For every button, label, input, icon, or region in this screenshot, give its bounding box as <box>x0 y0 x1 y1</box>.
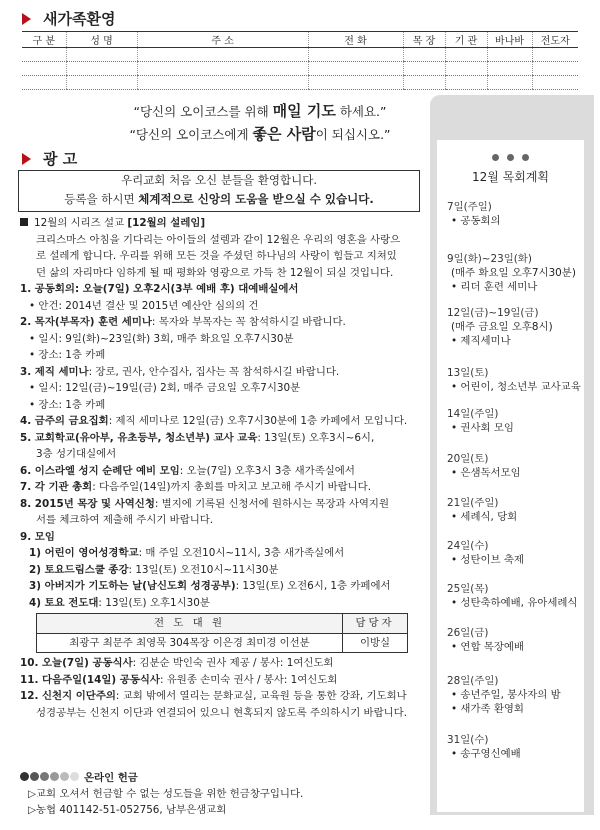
team-members: 최광구 최문주 최영묵 304목장 이은경 최미경 이선분 <box>37 633 343 653</box>
schedule-event <box>447 539 524 567</box>
notice-text: 성경공부는 신천지 이단과 연결되어 있으니 현혹되지 않도록 주의하시기 바랍니다. <box>36 706 407 719</box>
schedule-event-item: (매주 화요일 오후7시30분) <box>451 267 576 279</box>
online-offering-account: ▷농협 401142-51-052756, 남부은샘교회 <box>28 804 227 816</box>
notice-text: : 매 주일 오전10시~11시, 3층 새가족실에서 <box>138 547 345 559</box>
notice-text: : 13일(토) 오전6시, 1층 카페에서 <box>235 580 391 592</box>
schedule-event <box>447 582 577 610</box>
schedule-list <box>437 200 584 800</box>
ads-section-title <box>22 148 77 169</box>
schedule-event-item: • 새가족 환영회 <box>451 703 524 715</box>
square-bullet-icon <box>20 218 28 226</box>
quote-1: “당신의 오이코스를 위해 매일 기도 하세요.” <box>133 102 387 120</box>
notice-line <box>20 347 430 364</box>
col-address: 주 소 <box>137 32 308 48</box>
schedule-event-item: • 은샘독서모임 <box>451 467 521 479</box>
visitors-title: 새가족환영 <box>43 10 116 28</box>
notice-list-2 <box>20 655 430 721</box>
notice-line <box>20 595 430 612</box>
notice-line <box>20 562 430 579</box>
schedule-event-item: • 성탄이브 축제 <box>451 554 524 566</box>
notice-line <box>20 331 430 348</box>
schedule-event <box>447 407 514 435</box>
col-cell-group: 목 장 <box>403 32 445 48</box>
notice-line <box>20 463 430 480</box>
notice-heading: 2. 목자(부목자) 훈련 세미나 <box>20 316 152 328</box>
schedule-event-date: 31일(수) <box>447 734 489 746</box>
evangelism-team-table <box>36 613 408 653</box>
notice-line <box>20 496 430 513</box>
col-name: 성 명 <box>66 32 137 48</box>
quote-1-emphasis: 매일 기도 <box>272 102 336 120</box>
online-offering-title: 온라인 헌금 <box>84 772 138 784</box>
notice-line <box>20 688 430 705</box>
table-row <box>22 48 578 62</box>
schedule-event-date: 7일(주일) <box>447 201 492 213</box>
schedule-event-item: • 송년주일, 봉사자의 밤 <box>451 689 561 701</box>
notice-text: 3층 성기대실에서 <box>36 448 117 460</box>
schedule-event-item: • 세례식, 당회 <box>451 511 518 523</box>
schedule-event-date: 12일(금)~19일(금) <box>447 307 539 319</box>
notice-heading: 4) 토요 전도대 <box>29 596 99 609</box>
schedule-event <box>447 252 576 294</box>
schedule-event-item: • 공동회의 <box>451 215 501 227</box>
notice-text: : 제직 세미나로 12일(금) 오후7시30분에 1층 카페에서 모입니다. <box>108 415 408 427</box>
notice-text: : 13일(토) 오후1시30분 <box>98 596 210 609</box>
notice-heading: 1) 어린이 영어성경학교 <box>29 547 139 559</box>
notice-line <box>20 545 430 562</box>
schedule-event-date: 9일(화)~23일(화) <box>447 253 532 265</box>
notice-text: : 오늘(7일) 오후3시 3층 새가족실에서 <box>179 464 355 477</box>
notice-heading: 4. 금주의 금요집회 <box>20 415 109 427</box>
notice-text: • 안건: 2014년 결산 및 2015년 예산안 심의의 건 <box>29 299 259 312</box>
schedule-event <box>447 626 524 654</box>
notice-heading: 7. 각 기관 총회 <box>20 481 93 493</box>
notice-heading: 8. 2015년 목장 및 사역신청 <box>20 497 155 510</box>
schedule-event <box>447 306 553 348</box>
notice-text: : 다음주일(14일)까지 총회를 마치고 보고해 주시기 바랍니다. <box>92 481 372 493</box>
dots-icon <box>20 770 80 786</box>
notice-line <box>20 380 430 397</box>
schedule-event-item: • 연합 목장예배 <box>451 641 524 653</box>
welcome-line-2: 등록을 하시면 체계적으로 신앙의 도움을 받으실 수 있습니다. <box>64 192 374 206</box>
notice-line <box>20 446 430 463</box>
table-row <box>22 76 578 90</box>
col-barnabas: 바나바 <box>487 32 532 48</box>
table-row <box>22 62 578 76</box>
series-paragraph-line: 로 설레게 합니다. 우리를 위해 모든 것을 주셨던 하나님의 사랑이 힘들고 지쳐있 <box>36 250 397 262</box>
schedule-event-item: • 리더 훈련 세미나 <box>451 281 538 293</box>
team-manager-header: 담당자 <box>343 614 408 634</box>
col-evangelist: 전도자 <box>532 32 578 48</box>
notice-text: 서를 체크하여 제출해 주시기 바랍니다. <box>36 514 214 526</box>
triangle-bullet-icon <box>22 13 31 25</box>
visitors-section-title <box>22 8 115 29</box>
notice-line <box>20 655 430 672</box>
notice-line <box>20 430 430 447</box>
schedule-event <box>447 366 581 394</box>
notice-text: : 13일(토) 오전10시~11시30분 <box>128 563 279 576</box>
schedule-event-item: • 송구영신예배 <box>451 748 521 760</box>
schedule-event-date: 24일(수) <box>447 540 489 552</box>
notice-line <box>20 672 430 689</box>
notice-line <box>20 397 430 414</box>
schedule-event-item: • 권사회 모임 <box>451 422 514 434</box>
online-offering-line-1: ▷교회 오셔서 헌금할 수 없는 성도들을 위한 헌금창구입니다. <box>28 788 304 800</box>
notice-text: • 장소: 1층 카페 <box>29 349 106 361</box>
schedule-event-date: 14일(주일) <box>447 408 499 420</box>
notice-text: : 교회 밖에서 열리는 문화교실, 교육원 등을 통한 강좌, 기도회나 <box>115 690 407 702</box>
notice-text: : 김분순 박인숙 권사 제공 / 봉사: 1여신도회 <box>132 657 334 669</box>
schedule-event <box>447 674 561 716</box>
notice-heading: 10. 오늘(7일) 공동식사 <box>20 657 133 669</box>
schedule-event-date: 21일(주일) <box>447 497 499 509</box>
notice-line <box>20 298 430 315</box>
notice-line <box>20 314 430 331</box>
welcome-line-1: 우리교회 처음 오신 분들을 환영합니다. <box>120 173 318 187</box>
triangle-bullet-icon <box>22 153 31 165</box>
announcements <box>20 215 430 721</box>
quote-2: “당신의 오이코스에게 좋은 사람이 되십시오.” <box>129 125 391 143</box>
schedule-event-date: 20일(토) <box>447 453 489 465</box>
notice-line <box>20 705 430 722</box>
schedule-event <box>447 452 521 480</box>
notice-heading: 5. 교회학교(유아부, 유초등부, 청소년부) 교사 교육 <box>20 431 258 444</box>
notice-line <box>20 512 430 529</box>
schedule-event-item: (매주 금요일 오후8시) <box>451 321 553 333</box>
notice-line <box>20 364 430 381</box>
series-paragraph-line: 크리스마스 아침을 기다리는 아이들의 설렘과 같이 12월은 우리의 영혼을 사랑으 <box>36 233 401 246</box>
notice-text: • 장소: 1층 카페 <box>29 398 106 411</box>
notice-heading: 2) 토요드림스쿨 종강 <box>29 563 129 576</box>
schedule-title: 12월 목회계획 <box>471 170 550 184</box>
notice-heading: 3) 아버지가 기도하는 날(남신도회 성경공부) <box>29 580 236 592</box>
visitors-header-row <box>22 32 578 48</box>
schedule-event-date: 26일(금) <box>447 627 489 639</box>
notice-line <box>20 413 430 430</box>
schedule-event-date: 28일(주일) <box>447 675 499 687</box>
notice-text: : 목자와 부목자는 꼭 참석하시길 바랍니다. <box>151 316 346 328</box>
notice-text: • 일시: 9일(화)~23일(화) 3회, 매주 화요일 오후7시30분 <box>29 332 294 345</box>
notice-heading: 3. 제직 세미나 <box>20 365 89 378</box>
three-dots-icon <box>437 154 584 161</box>
notice-text: • 일시: 12일(금)~19일(금) 2회, 매주 금요일 오후7시30분 <box>29 382 301 394</box>
schedule-event <box>447 200 501 228</box>
team-members-header: 전 도 대 원 <box>37 614 343 634</box>
col-department: 기 관 <box>445 32 487 48</box>
schedule-event-date: 25일(목) <box>447 583 489 595</box>
quote-2-emphasis: 좋은 사람 <box>252 125 316 143</box>
notice-line <box>20 281 430 298</box>
notice-heading: 1. 공동회의: 오늘(7일) 오후2시(3부 예배 후) 대예배실에서 <box>20 283 299 295</box>
col-category: 구 분 <box>22 32 66 48</box>
welcome-box <box>18 170 420 212</box>
schedule-event-date: 13일(토) <box>447 367 489 379</box>
notice-text: : 13일(토) 오후3시~6시, <box>257 431 375 444</box>
notice-line <box>20 578 430 595</box>
schedule-event-item: • 어린이, 청소년부 교사교육 <box>451 381 581 393</box>
notice-text: : 유원종 손미숙 권사 / 봉사: 1여신도회 <box>159 673 338 686</box>
schedule-event <box>447 496 517 524</box>
col-phone: 전 화 <box>308 32 403 48</box>
ads-title: 광 고 <box>43 150 78 168</box>
notice-heading: 9. 모임 <box>20 530 55 543</box>
online-offering <box>20 770 303 818</box>
notice-list <box>20 281 430 611</box>
series-heading: 12월의 시리즈 설교 [12월의 설레임] <box>20 215 430 232</box>
visitors-table <box>22 31 578 90</box>
series-paragraph-line: 던 삶의 자리마다 임하게 될 때 평화와 영광으로 가득 찬 12월이 되실 것입니다. <box>36 266 394 279</box>
schedule-event-item: • 성탄축하예배, 유아세례식 <box>451 597 578 609</box>
notice-heading: 11. 다음주일(14일) 공동식사 <box>20 673 160 686</box>
schedule-event-item: • 제직세미나 <box>451 335 511 347</box>
notice-line <box>20 479 430 496</box>
schedule-event <box>447 733 521 761</box>
notice-heading: 12. 신천지 이단주의 <box>20 690 116 702</box>
notice-heading: 6. 이스라엘 성지 순례단 예비 모임 <box>20 464 180 477</box>
team-manager: 이방실 <box>343 633 408 653</box>
notice-line <box>20 529 430 546</box>
notice-text: : 장로, 권사, 안수집사, 집사는 꼭 참석하시길 바랍니다. <box>88 365 340 378</box>
notice-text: : 별지에 기록된 신청서에 원하시는 목장과 사역지원 <box>154 497 389 510</box>
